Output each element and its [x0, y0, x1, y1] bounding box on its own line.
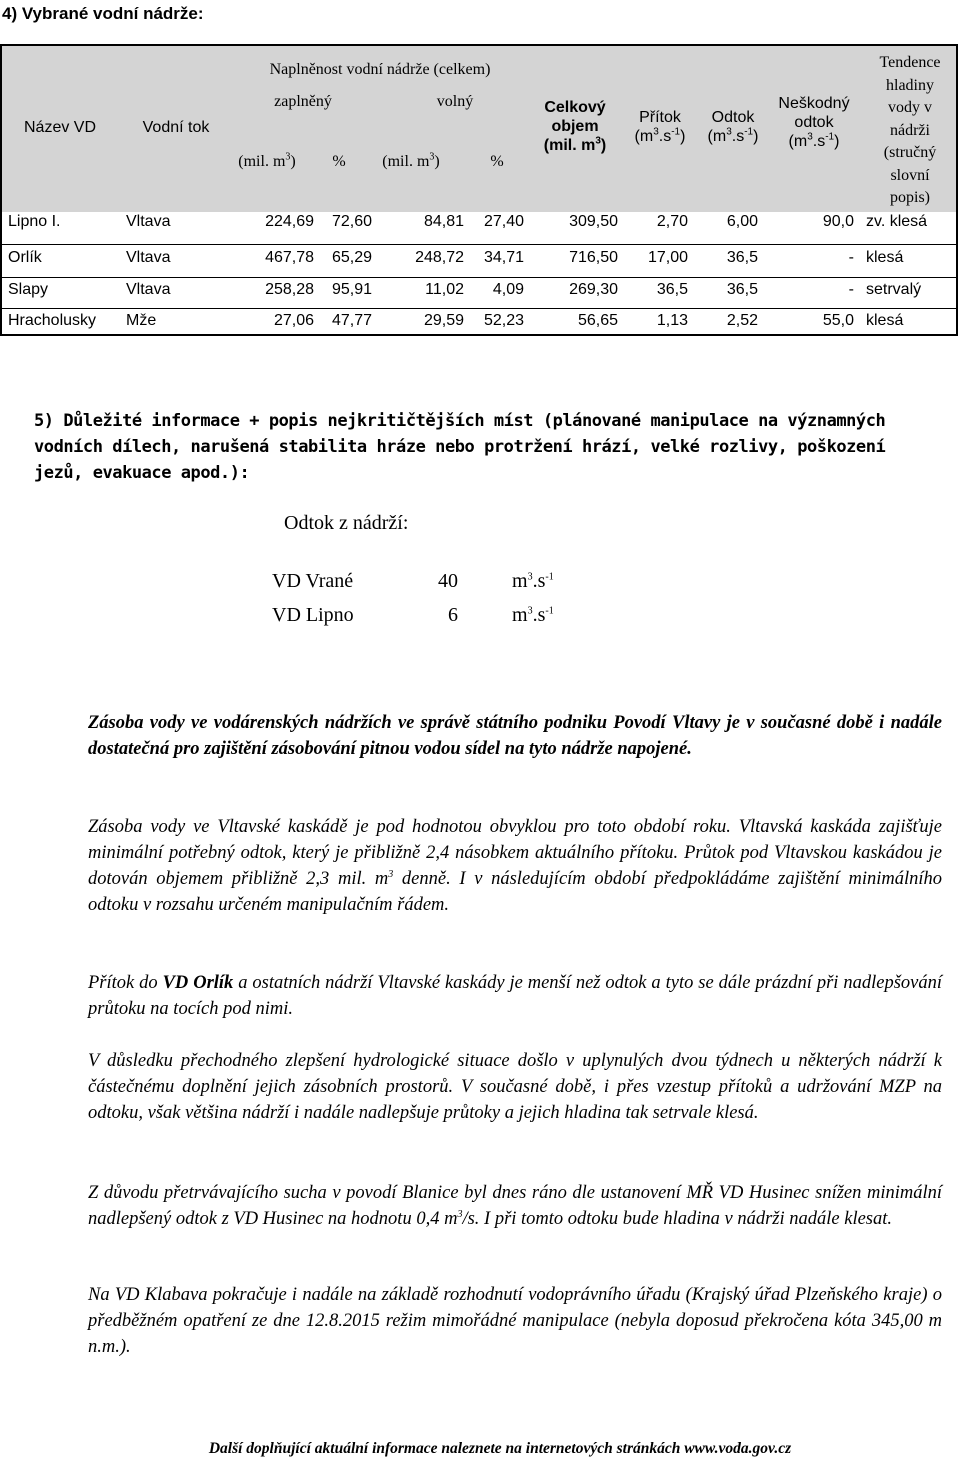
cell-trend: klesá [866, 312, 904, 329]
cell-name: Hracholusky [8, 312, 97, 329]
cell-inflow: 1,13 [656, 312, 688, 329]
cell-trend: setrvalý [866, 281, 922, 298]
cell-filled-mil: 224,69 [265, 213, 314, 230]
cell-inflow: 17,00 [647, 249, 688, 266]
outflow-value: 40 [438, 570, 458, 592]
reservoir-name: VD Lipno [272, 604, 354, 626]
cell-filled-mil: 27,06 [273, 312, 314, 329]
footer-note: Další doplňující aktuální informace naleznete na internetových stránkách www.voda.gov.cz [208, 1440, 792, 1457]
outflow-unit: $m^3.s^{-1}$ [512, 604, 554, 626]
cell-harmless: 55,0 [822, 312, 854, 329]
paragraph-orlik: Přítok do VD Orlík a ostatních nádrží Vltavské kaskády je menší než odtok a tyto se dále prázdní při nadlepšování průtoku na tocích pod nimi. [88, 973, 942, 1019]
cell-filled-pct: 47,77 [331, 312, 372, 329]
cell-free-pct: 52,23 [483, 312, 524, 329]
outflow-title: Odtok z nádrží: [284, 512, 409, 534]
paragraph-cascade: Zásoba vody ve Vltavské kaskádě je pod hodnotou obvyklou pro toto období roku. Vltavská kaskáda zajišťuje minimální potřebný odtok, který je přibližně 2,4 násobkem aktuálního přítoku. Průtok pod Vltavskou kaskádou je dotován objemem přibližně 2,3 mil. $m^3$ denně. I v následujícím období předpokládáme zajištění minimálního odtoku v rozsahu určeném manipulačním řádem. [88, 817, 942, 915]
cell-river: Vltava [126, 213, 171, 230]
cell-outflow: 36,5 [726, 249, 758, 266]
cell-trend: klesá [866, 249, 904, 266]
cell-outflow: 36,5 [726, 281, 758, 298]
outflow-unit: $m^3.s^{-1}$ [512, 570, 554, 592]
cell-free-mil: 84,81 [423, 213, 464, 230]
cell-harmless: - [848, 281, 854, 298]
cell-name: Slapy [8, 281, 49, 298]
cell-filled-mil: 258,28 [265, 281, 314, 298]
cell-free-pct: 27,40 [483, 213, 524, 230]
cell-free-mil: 248,72 [415, 249, 464, 266]
header-total: Celkový objem (mil. $m^3$) [543, 99, 607, 154]
table-row [2, 46, 956, 334]
cell-river: Vltava [126, 281, 171, 298]
paragraph-klabava: Na VD Klabava pokračuje i nadále na základě rozhodnutí vodoprávního úřadu (Krajský úřad Plzeňského kraje) o předběžném opatření ze dne 12.8.2015 režim mimořádné manipulace (nebyla doposud překročena kóta 345,00 m n.m.). [88, 1285, 942, 1357]
header-fill-group: Naplněnost vodní nádrže (celkem) [269, 61, 491, 78]
header-free-pct: % [490, 153, 504, 170]
cell-total: 269,30 [569, 281, 618, 298]
cell-outflow: 6,00 [726, 213, 758, 230]
cell-filled-pct: 95,91 [331, 281, 372, 298]
header-inflow: Přítok $(m^3.s^{-1})$ [634, 109, 686, 145]
reservoir-table [0, 44, 958, 336]
header-outflow: Odtok $(m^3.s^{-1})$ [707, 109, 759, 145]
paragraph-hydrology: V důsledku přechodného zlepšení hydrologické situace došlo v uplynulých dvou týdnech u některých nádrží k částečnému doplnění jejich zásobních prostorů. V současné době, i přes vzestup přítoků a udržování MZP na odtoku, však většina nádrží i nadále nadlepšuje průtoky a jejich hladina tak setrvale klesá. [88, 1051, 942, 1123]
paragraph-water-supply: Zásoba vody ve vodárenských nádržích ve správě státního podniku Povodí Vltavy je v současné době i nadále dostatečná pro zajištění zásobování pitnou vodou sídel na tyto nádrže napojené. [88, 713, 942, 759]
cell-inflow: 2,70 [656, 213, 688, 230]
cell-filled-mil: 467,78 [265, 249, 314, 266]
header-filled: zaplněný [274, 93, 332, 110]
cell-trend: zv. klesá [866, 213, 928, 230]
paragraph-husinec: Z důvodu přetrvávajícího sucha v povodí Blanice byl dnes ráno dle ustanovení MŘ VD Husinec snížen minimální nadlepšený odtok z VD Husinec na hodnotu 0,4 $m^3/s$. I při tomto odtoku bude hladina v nádrži nadále klesat. [88, 1183, 942, 1229]
cell-harmless: 90,0 [822, 213, 854, 230]
section-4-heading: 4) Vybrané vodní nádrže: [2, 4, 204, 23]
header-free-mil: (mil. $m^3$) [382, 151, 440, 170]
header-free: volný [436, 93, 474, 110]
header-filled-pct: % [332, 153, 346, 170]
section-5-heading: 5) Důležité informace + popis nejkritičtějších míst (plánované manipulace na významných vodních dílech, narušená stabilita hráze nebo protržení hrází, velké rozlivy, poškození jezů, evakuace apod.): [34, 411, 886, 483]
header-river: Vodní tok [142, 119, 210, 136]
cell-free-pct: 4,09 [492, 281, 524, 298]
cell-inflow: 36,5 [656, 281, 688, 298]
cell-outflow: 2,52 [726, 312, 758, 329]
cell-total: 56,65 [577, 312, 618, 329]
cell-harmless: - [848, 249, 854, 266]
cell-filled-pct: 65,29 [331, 249, 372, 266]
header-name: Název VD [23, 119, 97, 136]
cell-name: Orlík [8, 249, 42, 266]
cell-total: 716,50 [569, 249, 618, 266]
cell-free-pct: 34,71 [483, 249, 524, 266]
cell-river: Mže [126, 312, 157, 329]
cell-free-mil: 29,59 [423, 312, 464, 329]
cell-filled-pct: 72,60 [331, 213, 372, 230]
cell-name: Lipno I. [8, 213, 61, 230]
header-filled-mil: (mil. $m^3$) [238, 151, 296, 170]
outflow-value: 6 [448, 604, 458, 626]
reservoir-name: VD Vrané [272, 570, 354, 592]
cell-free-mil: 11,02 [425, 281, 464, 298]
cell-river: Vltava [126, 249, 171, 266]
header-trend: Tendence hladiny vody v nádrži (stručný slovní popis) [879, 54, 941, 206]
cell-total: 309,50 [569, 213, 618, 230]
header-harmless-outflow: Neškodný odtok $(m^3.s^{-1})$ [778, 95, 850, 150]
